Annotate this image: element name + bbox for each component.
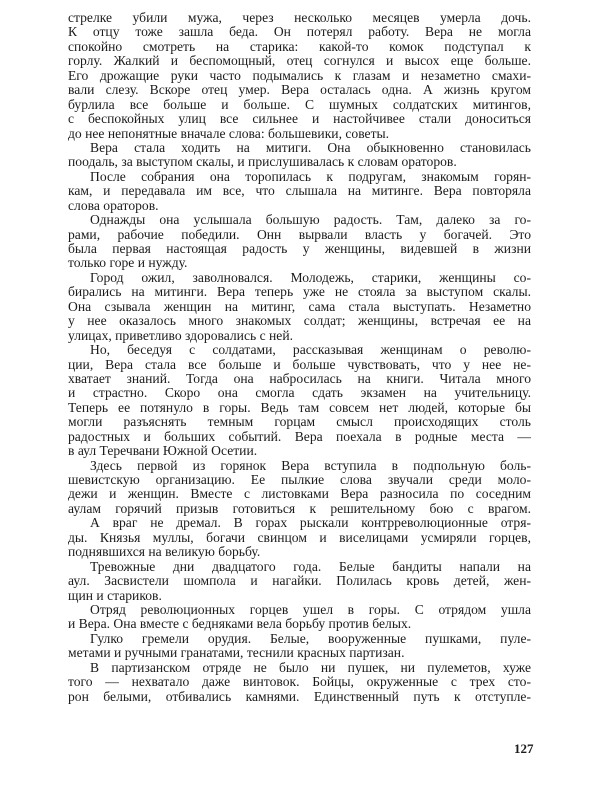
text-line: В партизанском отряде не было ни пушек, ни пулеметов, хуже xyxy=(90,659,531,675)
text-line: К отцу тоже зашла беда. Он потерял работу. Вера не могла xyxy=(68,24,531,40)
text-line: радостных и больших событий. Вера поехала в родные места — xyxy=(68,428,531,444)
text-line: только горе и нужду. xyxy=(68,255,188,271)
page-number: 127 xyxy=(514,741,534,756)
text-line: рами, рабочие победили. Онн вырвали власть у богачей. Это xyxy=(68,226,531,242)
text-line: улицах, приветливо здоровались с ней. xyxy=(68,327,293,343)
text-line: После собрания она торопилась к подругам, знакомым горян- xyxy=(90,168,531,184)
text-line: Она сзывала женщин на митинг, сама стала выступать. Незаметно xyxy=(68,298,531,314)
text-line: того — нехватало даже винтовок. Бойцы, окруженные с трех сто- xyxy=(68,674,531,690)
text-line: Его дрожащие руки часто подымались к глазам и незаметно смахи- xyxy=(68,67,531,83)
text-line: спокойно смотреть на старика: какой-то комок подступал к xyxy=(68,38,531,54)
text-line: метами и ручными гранатами, теснили красных партизан. xyxy=(68,645,405,661)
text-line: хватает знаний. Тогда она набросилась на книги. Читала много xyxy=(68,370,531,386)
text-line: ды. Князья муллы, богачи свинцом и виселицами усмиряли горцев, xyxy=(68,529,531,545)
text-line: А враг не дремал. В горах рыскали контрреволюционные отря- xyxy=(90,515,531,531)
text-line: Но, беседуя с солдатами, рассказывая женщинам о револю- xyxy=(90,342,531,358)
text-line: у нее оказалось много знакомых солдат; женщины, встречая ее на xyxy=(68,313,531,329)
page-text xyxy=(68,11,531,704)
text-line: поодаль, за выступом скалы, и прислушивалась к словам ораторов. xyxy=(68,154,457,170)
text-line: поднявшихся на великую борьбу. xyxy=(68,544,261,560)
text-line: и страстно. Скоро она смогла сдать экзамен на учительницу. xyxy=(68,385,531,401)
text-line: аулам горячий призыв готовиться к решительному бою с врагом. xyxy=(68,500,531,516)
text-line: вали слезу. Вскоре отец умер. Вера осталась одна. А жизнь кругом xyxy=(68,82,531,98)
text-line: слова ораторов. xyxy=(68,197,159,213)
text-line: шевистскую организацию. Ее пылкие слова звучали среди моло- xyxy=(68,472,531,487)
text-line: бирались на митинги. Вера теперь уже не стояла за выступом скалы. xyxy=(68,284,531,300)
text-line: могли разъяснять темным горцам смысл происходящих столь xyxy=(68,414,531,430)
text-line: бурлила все больше и больше. С шумных солдатских митингов, xyxy=(68,96,531,112)
text-line: аул. Засвистели шомпола и нагайки. Полилась кровь детей, жен- xyxy=(68,573,531,589)
text-line: щин и стариков. xyxy=(68,587,162,603)
text-line: Вера стала ходить на митиги. Она обыкновенно становилась xyxy=(90,139,531,155)
text-line: рон белыми, отбивались камнями. Единственный путь к отступле- xyxy=(68,688,531,704)
text-line: Отряд революционных горцев ушел в горы. С отрядом ушла xyxy=(90,601,531,617)
text-line: до нее непонятные вначале слова: большевики, советы. xyxy=(68,125,390,141)
text-line: Теперь ее потянуло в горы. Ведь там совсем нет людей, которые бы xyxy=(68,399,531,415)
text-line: в аул Теречвани Южной Осетии. xyxy=(68,443,258,459)
text-line: дежи и женщин. Вместе с листовками Вера разносила по соседним xyxy=(68,486,531,502)
text-line: кам, и передавала им все, что слышала на митинге. Вера повторяла xyxy=(68,183,531,199)
text-line: стрелке убили мужа, через несколько месяцев умерла дочь. xyxy=(68,10,531,25)
text-line: и Вера. Она вместе с бедняками вела борьбу против белых. xyxy=(68,616,412,632)
text-line: была первая настоящая радость у женщины, видевшей в жизни xyxy=(68,241,531,256)
text-line: Тревожные дни двадцатого года. Белые бандиты напали на xyxy=(90,558,531,574)
text-line: с беспокойных улиц все сильнее и настойчивее стали доноситься xyxy=(68,111,531,127)
text-line: ции, Вера стала все больше и больше чувствовать, что у нее не- xyxy=(68,356,531,372)
text-line: Здесь первой из горянок Вера вступила в подпольную боль- xyxy=(90,457,531,473)
text-line: Гулко гремели орудия. Белые, вооруженные пушками, пуле- xyxy=(90,630,531,646)
text-line: Город ожил, заволновался. Молодежь, старики, женщины со- xyxy=(90,269,531,285)
text-line: горлу. Жалкий и беспомощный, отец согнулся и высох еще больше. xyxy=(68,53,531,69)
text-line: Однажды она услышала большую радость. Там, далеко за го- xyxy=(90,212,531,228)
